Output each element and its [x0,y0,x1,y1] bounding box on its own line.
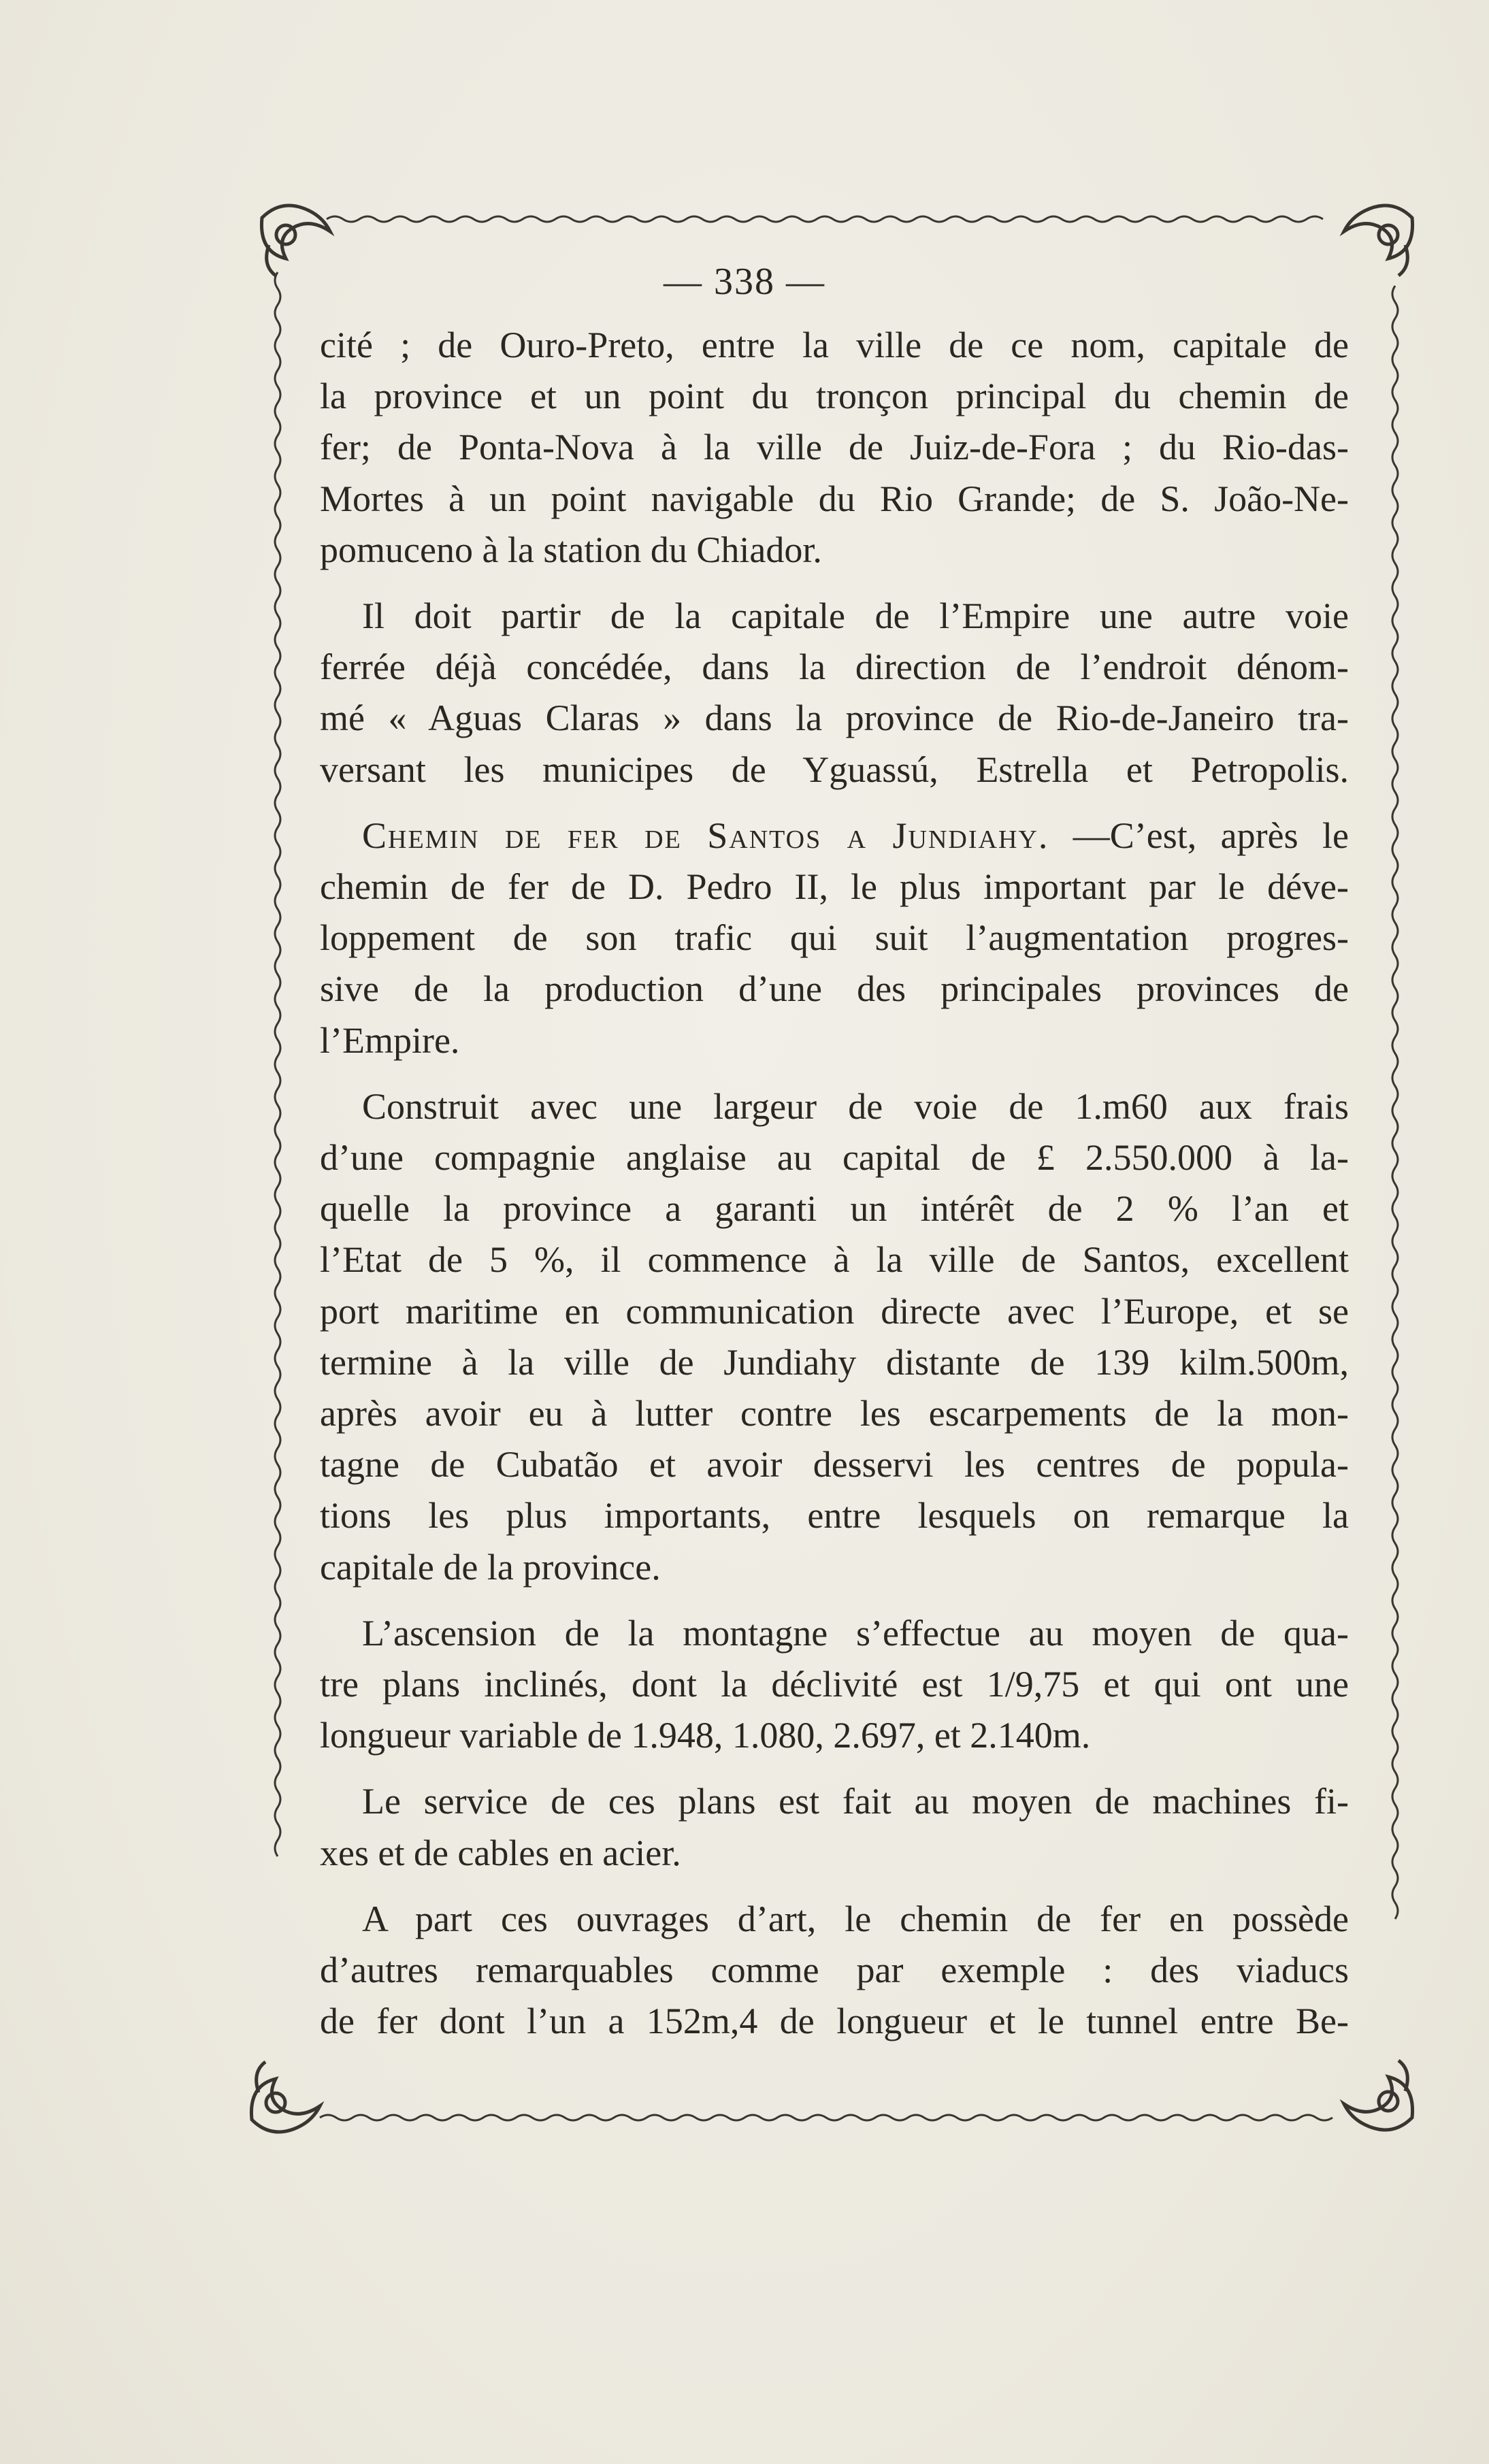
text-line: chemin de fer de D. Pedro II, le plus important par le déve- [320,866,1349,908]
text-line: tions les plus importants, entre lesquels on remarque la [320,1495,1349,1537]
paragraph [320,591,1349,795]
section-heading: Chemin de fer de Santos a Jundiahy. [362,815,1049,856]
text-line: versant les municipes de Yguassú, Estrella et Petropolis. [320,749,1349,790]
text-line: capitale de la province. [320,1546,661,1588]
text-line: cité ; de Ouro-Preto, entre la ville de ce nom, capitale de [320,325,1349,365]
text-line: après avoir eu à lutter contre les escarpements de la mon- [320,1393,1349,1434]
text-line: l’Etat de 5 %, il commence à la ville de Santos, excellent [320,1239,1349,1281]
paragraph [320,1776,1349,1878]
text-line: quelle la province a garanti un intérêt de 2 % l’an et [320,1188,1349,1230]
text-line: longueur variable de 1.948, 1.080, 2.697, et 2.140m. [320,1715,1091,1756]
text-line: sive de la production d’une des principales provinces de [320,968,1349,1010]
page-number: — 338 — [664,261,825,303]
text-line: port maritime en communication directe avec l’Europe, et se [320,1290,1349,1332]
text-line: termine à la ville de Jundiahy distante de 139 kilm.500m, [320,1341,1349,1383]
text-line: ferrée déjà concédée, dans la direction de l’endroit dénom- [320,646,1349,688]
text-line: L’ascension de la montagne s’effectue au moyen de qua- [362,1612,1349,1654]
paragraph [320,1894,1349,2048]
paragraph [320,1081,1349,1593]
frame-left-border [275,272,280,1856]
frame-top-border [327,216,1323,222]
corner-ornament-bottom-right [1344,2060,1413,2130]
paragraph [320,320,1349,576]
text-line: d’autres remarquables comme par exemple : des viaducs [320,1950,1349,1991]
frame-bottom-border [320,2115,1332,2120]
text-line: d’une compagnie anglaise au capital de £ 2.550.000 à la- [320,1137,1349,1179]
text-line: Le service de ces plans est fait au moyen de machines fi- [362,1781,1349,1822]
corner-ornament-bottom-left [251,2062,320,2132]
text-line: xes et de cables en acier. [320,1832,681,1873]
text-line: l’Empire. [320,1019,460,1061]
text-line: Il doit partir de la capitale de l’Empire une autre voie [362,595,1349,637]
text-line: fer; de Ponta-Nova à la ville de Juiz-de-Fora ; du Rio-das- [320,427,1349,468]
text-fragment: —C’est, après le [1073,815,1349,856]
text-line: mé « Aguas Claras » dans la province de Rio-de-Janeiro tra- [320,697,1349,739]
text-line: tre plans inclinés, dont la déclivité est 1/9,75 et qui ont une [320,1664,1349,1705]
text-line: Construit avec une largeur de voie de 1.m60 aux frais [362,1085,1349,1127]
text-line: tagne de Cubatão et avoir desservi les centres de popula- [320,1444,1349,1485]
text-body [320,320,1349,2048]
frame-right-border [1392,286,1398,1919]
paragraph [320,1608,1349,1762]
text-line: de fer dont l’un a 152m,4 de longueur et le tunnel entre Be- [320,2001,1349,2042]
text-line: la province et un point du tronçon principal du chemin de [320,376,1349,417]
text-line: pomuceno à la station du Chiador. [320,529,822,570]
text-line [320,810,1349,861]
text-line: Mortes à un point navigable du Rio Grande; de S. João-Ne- [320,478,1349,519]
text-line: A part ces ouvrages d’art, le chemin de fer en possède [362,1898,1349,1939]
text-line: loppement de son trafic qui suit l’augmentation progres- [320,917,1349,959]
paragraph [320,810,1349,1066]
